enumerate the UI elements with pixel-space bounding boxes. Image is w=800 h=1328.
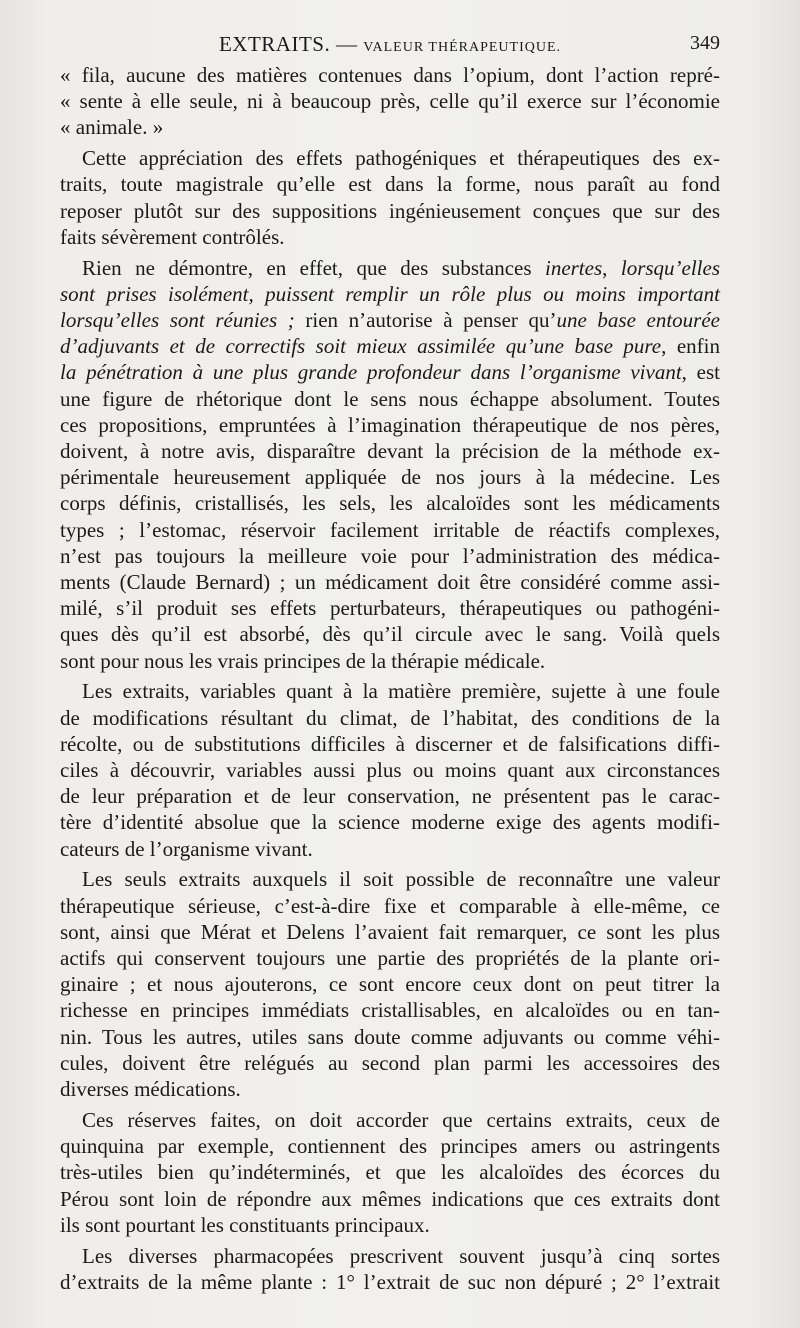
text-run: rien n’autorise à penser qu’ — [294, 308, 557, 333]
text-run: ciles à découvrir, variables aussi plus ou moins quant aux circonstances — [60, 758, 720, 783]
text-run: « fila, aucune des matières contenues dans l’opium, dont l’action repré- — [60, 63, 720, 87]
text-run: cules, doivent être relégués au second plan parmi les accessoires des — [60, 1050, 720, 1075]
text-line — [60, 490, 720, 516]
text-line — [60, 412, 720, 438]
text-run: corps définis, cristallisés, les sels, les alcaloïdes sont les médicaments — [60, 491, 720, 516]
text-line — [60, 945, 720, 971]
paragraph — [60, 1243, 720, 1295]
text-run: , est — [681, 360, 721, 385]
body-text — [60, 62, 720, 1295]
text-line — [60, 438, 720, 464]
text-run: , — [602, 255, 621, 280]
text-line — [60, 595, 720, 621]
text-run: faits sévèrement contrôlés. — [60, 224, 285, 249]
running-title — [60, 32, 720, 57]
text-run: ginaire ; et nous ajouterons, ce sont encore ceux dont on peut titrer la — [60, 972, 720, 997]
text-line — [60, 1133, 720, 1159]
text-line — [60, 1076, 720, 1102]
text-line — [60, 333, 720, 359]
italic-run: lorsqu’elles — [620, 255, 721, 280]
text-line — [60, 1024, 720, 1050]
text-line — [60, 1269, 720, 1295]
text-line — [60, 1107, 720, 1133]
text-line — [60, 517, 720, 543]
running-header — [60, 32, 720, 58]
text-run: n’est pas toujours la meilleure voie pour l’administration des médica- — [60, 543, 720, 568]
italic-run: d’adjuvants et de correctifs soit mieux assimilée qu’une base pure — [60, 334, 662, 359]
text-line — [60, 809, 720, 835]
text-line — [60, 971, 720, 997]
text-line — [60, 919, 720, 945]
text-run: Les extraits, variables quant à la matière première, sujette à une foule — [82, 679, 720, 704]
italic-run: sont prises isolément, puissent remplir un rôle plus ou moins important — [60, 281, 720, 306]
chapter-title: EXTRAITS. — [218, 32, 331, 56]
section-title: VALEUR THÉRAPEUTIQUE. — [363, 40, 562, 55]
text-run: quinquina par exemple, contiennent des principes amers ou astringents — [60, 1134, 720, 1159]
italic-run: lorsqu’elles sont réunies ; — [60, 308, 295, 333]
text-run: d’extraits de la même plante : 1° l’extrait de suc non dépuré ; 2° l’extrait — [60, 1269, 720, 1294]
text-run: , enfin — [661, 334, 720, 359]
text-line — [60, 731, 720, 757]
italic-run: une base entourée — [556, 308, 720, 333]
text-run: cateurs de l’organisme vivant. — [60, 836, 313, 861]
paragraph — [60, 678, 720, 861]
text-run: Ces réserves faites, on doit accorder que certains extraits, ceux de — [82, 1107, 720, 1132]
text-run: actifs qui conservent toujours une partie des propriétés de la plante ori- — [60, 946, 720, 971]
text-line — [60, 359, 720, 385]
text-line — [60, 783, 720, 809]
text-run: Cette appréciation des effets pathogéniques et thérapeutiques des ex- — [82, 146, 720, 171]
paragraph — [60, 145, 720, 250]
text-line — [60, 866, 720, 892]
text-run: Les diverses pharmacopées prescrivent souvent jusqu’à cinq sortes — [82, 1243, 720, 1268]
text-line — [60, 569, 720, 595]
text-run: ques dès qu’il est absorbé, dès qu’il circule avec le sang. Voilà quels — [60, 622, 720, 647]
text-run: doivent, à notre avis, disparaître devant la précision de la méthode ex- — [60, 439, 720, 464]
italic-run: la pénétration à une plus grande profondeur dans l’organisme vivant — [60, 360, 682, 385]
text-run: traits, toute magistrale qu’elle est dans la forme, nous paraît au fond — [60, 172, 720, 197]
text-run: milé, s’il produit ses effets perturbateurs, thérapeutiques ou pathogéni- — [60, 596, 720, 621]
text-run: « animale. » — [60, 115, 164, 140]
text-run: récolte, ou de substitutions difficiles à discerner et de falsifications diffi- — [60, 731, 720, 756]
text-line — [60, 543, 720, 569]
text-line — [60, 255, 720, 281]
text-run: diverses médications. — [60, 1077, 241, 1102]
text-line — [60, 171, 720, 197]
paragraph — [60, 1107, 720, 1238]
text-run: ils sont pourtant les constituants principaux. — [60, 1212, 430, 1237]
page-number: 349 — [690, 32, 720, 54]
text-line — [60, 1050, 720, 1076]
text-line — [60, 114, 720, 140]
text-run: « sente à elle seule, ni à beaucoup près, celle qu’il exerce sur l’économie — [60, 89, 720, 114]
text-line — [60, 464, 720, 490]
text-run: ces propositions, empruntées à l’imagination thérapeutique de nos pères, — [60, 412, 720, 437]
text-line — [60, 836, 720, 862]
text-run: sont, ainsi que Mérat et Delens l’avaient fait remarquer, ce sont les plus — [60, 919, 720, 944]
text-line — [60, 62, 720, 88]
title-dash: — — [335, 32, 358, 56]
text-line — [60, 386, 720, 412]
text-run: ments (Claude Bernard) ; un médicament doit être considéré comme assi- — [60, 570, 720, 595]
text-run: tère d’identité absolue que la science moderne exige des agents modifi- — [60, 810, 720, 835]
text-line — [60, 893, 720, 919]
text-run: une figure de rhétorique dont le sens nous échappe absolument. Toutes — [60, 386, 720, 411]
text-run: périmentale heureusement appliquée de nos jours à la médecine. Les — [60, 465, 720, 490]
paragraph — [60, 62, 720, 141]
text-line — [60, 757, 720, 783]
paragraph — [60, 255, 720, 674]
text-run: de leur préparation et de leur conservation, ne présentent pas le carac- — [60, 784, 720, 809]
paragraph — [60, 866, 720, 1102]
text-line — [60, 224, 720, 250]
text-run: nin. Tous les autres, utiles sans doute comme adjuvants ou comme véhi- — [60, 1024, 720, 1049]
italic-run: inertes — [544, 255, 603, 280]
text-line — [60, 1186, 720, 1212]
text-run: de modifications résultant du climat, de l’habitat, des conditions de la — [60, 705, 720, 730]
text-run: thérapeutique sérieuse, c’est-à-dire fixe et comparable à elle-même, ce — [60, 893, 720, 918]
text-run: Rien ne démontre, en effet, que des substances — [82, 255, 545, 280]
text-line — [60, 198, 720, 224]
text-run: très-utiles bien qu’indéterminés, et que les alcaloïdes des écorces du — [60, 1160, 720, 1185]
text-line — [60, 281, 720, 307]
text-line — [60, 88, 720, 114]
text-run: sont pour nous les vrais principes de la thérapie médicale. — [60, 648, 546, 673]
text-line — [60, 307, 720, 333]
text-line — [60, 145, 720, 171]
text-run: Pérou sont loin de répondre aux mêmes indications que ces extraits dont — [60, 1186, 720, 1211]
text-line — [60, 621, 720, 647]
text-line — [60, 705, 720, 731]
text-line — [60, 997, 720, 1023]
text-line — [60, 648, 720, 674]
text-run: Les seuls extraits auxquels il soit possible de reconnaître une valeur — [82, 867, 720, 892]
text-run: types ; l’estomac, réservoir facilement irritable de réactifs complexes, — [60, 517, 720, 542]
text-line — [60, 1212, 720, 1238]
text-run: richesse en principes immédiats cristallisables, en alcaloïdes ou en tan- — [60, 998, 720, 1023]
text-line — [60, 1159, 720, 1185]
text-run: reposer plutôt sur des suppositions ingénieusement conçues que sur des — [60, 198, 720, 223]
text-line — [60, 678, 720, 704]
text-line — [60, 1243, 720, 1269]
